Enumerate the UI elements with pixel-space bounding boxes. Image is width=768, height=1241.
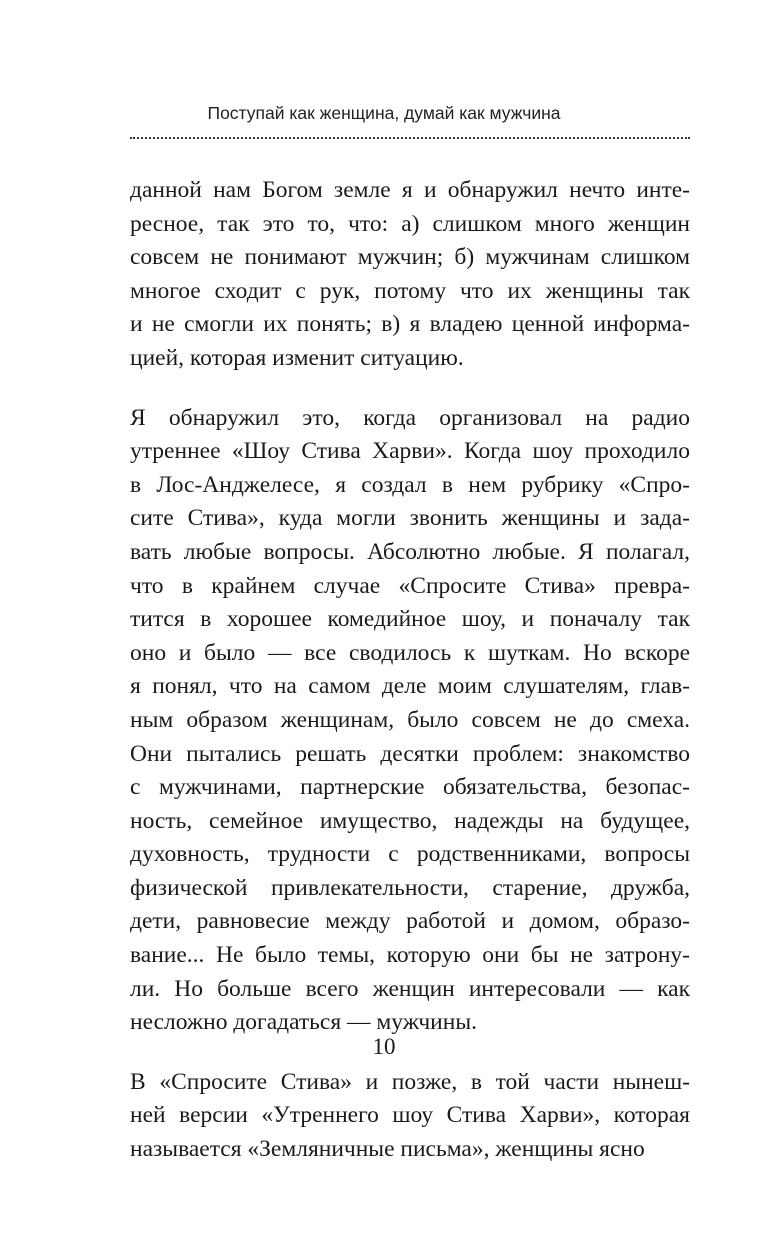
text-line: дети, равновесие между работой и домом, образо-	[130, 908, 690, 935]
running-head: Поступай как женщина, думай как мужчина	[207, 103, 561, 123]
text-line: ным образом женщинам, было совсем не до смеха.	[130, 706, 690, 733]
text-line: духовность, трудности с родственниками, вопросы	[130, 841, 690, 868]
text-line: ли. Но больше всего женщин интересовали — как	[130, 975, 690, 1002]
text-line: ней версии «Утреннего шоу Стива Харви», которая	[130, 1102, 690, 1129]
text-line: с мужчинами, партнерские обязательства, безопас-	[130, 774, 690, 801]
paragraph	[130, 174, 690, 376]
text-line: тится в хорошее комедийное шоу, и поначалу так	[130, 606, 690, 633]
text-line: оно и было — все сводилось к шуткам. Но вскоре	[130, 639, 690, 666]
text-line: цией, которая изменит ситуацию.	[130, 344, 464, 371]
text-line: и не смогли их понять; в) я владею ценной информа-	[130, 311, 690, 338]
text-line: я понял, что на самом деле моим слушателям, глав-	[130, 673, 690, 700]
text-line: В «Спросите Стива» и позже, в той части нынеш-	[130, 1068, 690, 1095]
page-number: 10	[372, 1034, 396, 1059]
text-line: данной нам Богом земле я и обнаружил нечто инте-	[130, 177, 690, 203]
text-line: ресное, так это то, что: а) слишком много женщин	[130, 210, 690, 237]
text-line: совсем не понимают мужчин; б) мужчинам слишком	[130, 244, 690, 271]
text-line: вание... Не было темы, которую они бы не затрону-	[130, 942, 690, 969]
text-line: ность, семейное имущество, надежды на будущее,	[130, 807, 690, 834]
text-line: в Лос-Анджелесе, я создал в нем рубрику «Спро-	[130, 471, 690, 498]
dotted-divider	[130, 137, 690, 139]
text-line: физической привлекательности, старение, дружба,	[130, 874, 690, 901]
text-line: вать любые вопросы. Абсолютно любые. Я полагал,	[130, 538, 690, 565]
paragraph	[130, 402, 690, 1040]
text-line: несложно догадаться — мужчины.	[130, 1009, 477, 1036]
text-line: Они пытались решать десятки проблем: знакомство	[130, 740, 690, 767]
text-line: многое сходит с рук, потому что их женщины так	[130, 277, 690, 304]
text-line: сите Стива», куда могли звонить женщины и зада-	[130, 505, 690, 532]
paragraph	[130, 1066, 690, 1167]
text-line: называется «Земляничные письма», женщины ясно	[130, 1136, 645, 1163]
text-line: что в крайнем случае «Спросите Стива» превра-	[130, 572, 690, 599]
text-line: Я обнаружил это, когда организовал на радио	[130, 404, 690, 431]
text-line: утреннее «Шоу Стива Харви». Когда шоу проходило	[130, 438, 690, 465]
